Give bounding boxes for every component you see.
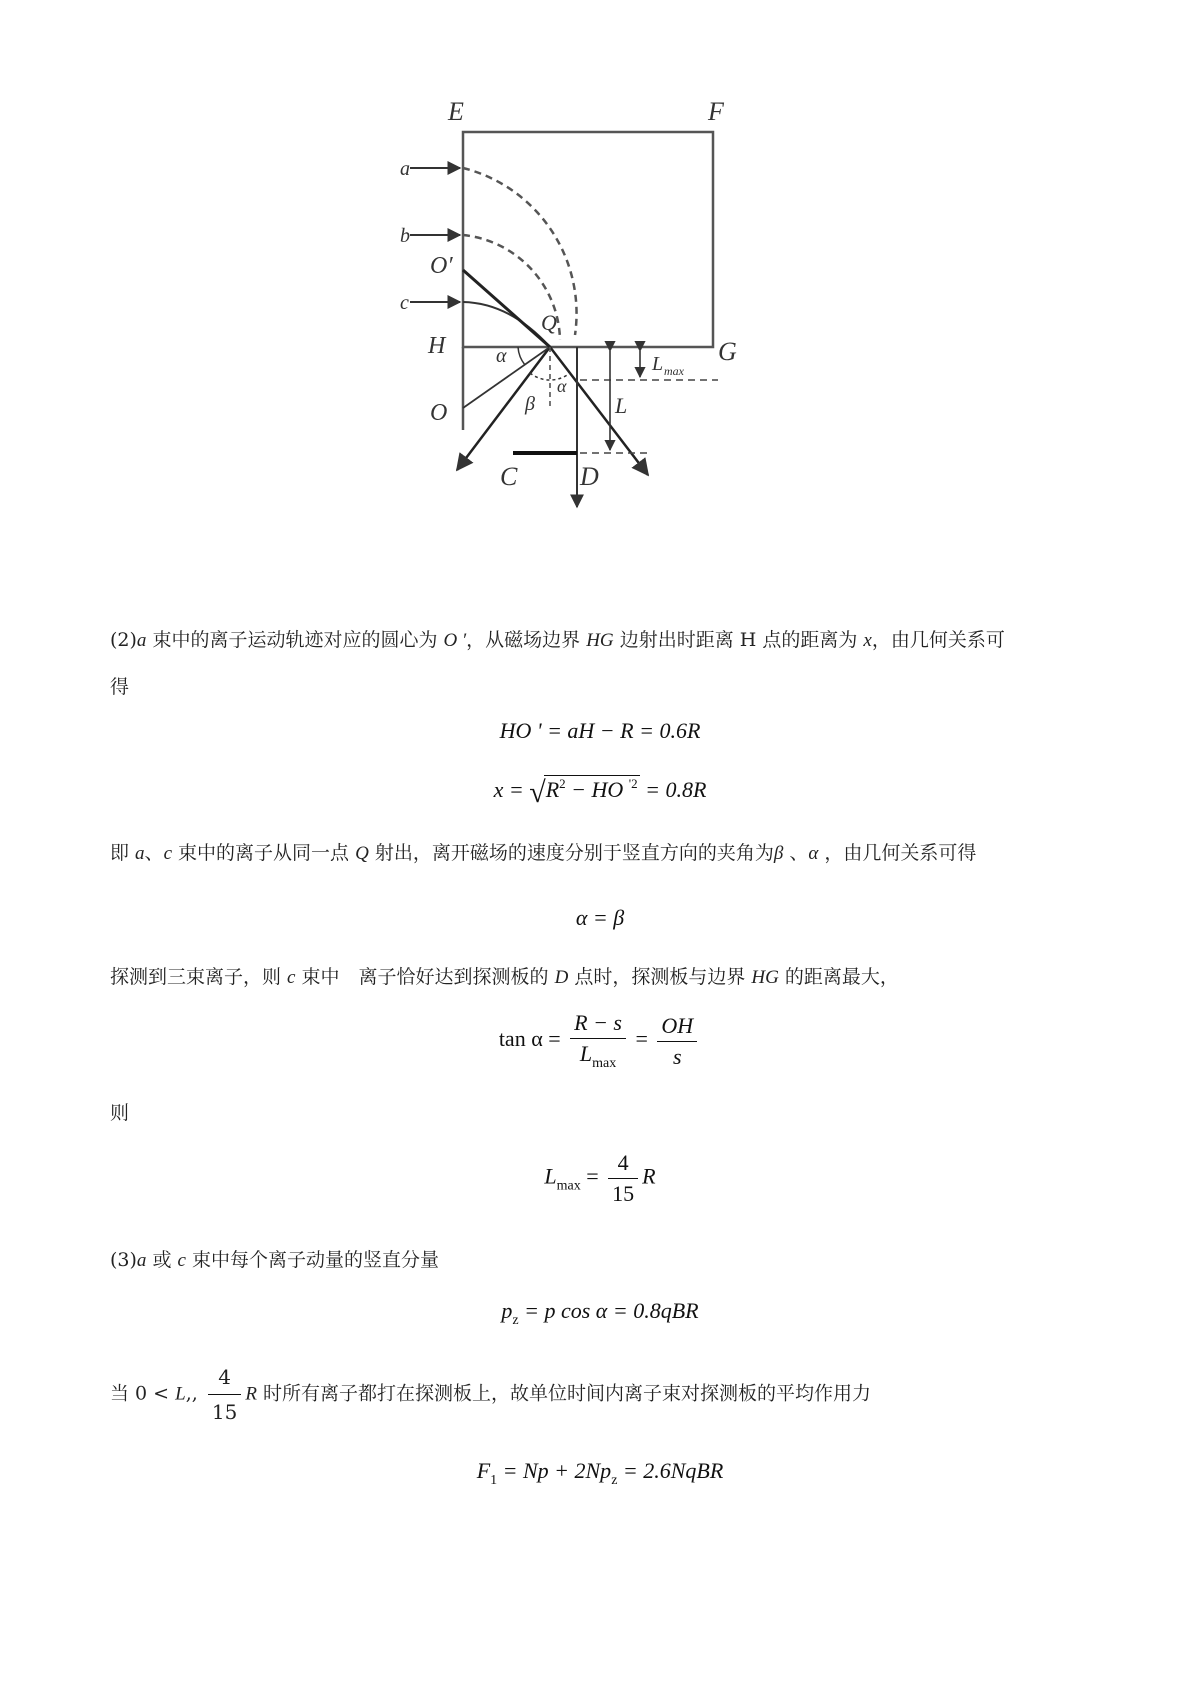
field-boundary	[463, 132, 713, 347]
radius-line	[463, 270, 550, 347]
label-C: C	[500, 462, 518, 491]
paragraph-5: (3)a 或 c 束中每个离子动量的竖直分量	[110, 1249, 439, 1271]
paragraph-3: 探测到三束离子，则 c 束中 离子恰好达到探测板的 D 点时，探测板与边界 HG 的距离最大，	[110, 966, 899, 988]
label-a: a	[400, 158, 410, 180]
paragraph-2: 即 a、c 束中的离子从同一点 Q 射出，离开磁场的速度分别于竖直方向的夹角为β 、α ，由几何关系可得	[110, 842, 977, 864]
equation-2: $x = √R^2$ − HO $^{'2}$ = 0.8R	[493, 776, 707, 809]
equation-7: $F_1 = Np + 2Np_z$ = 2.6NqBR	[476, 1458, 724, 1488]
label-F: F	[708, 97, 724, 126]
label-O-prime: O′	[430, 253, 453, 279]
label-O: O	[430, 400, 448, 426]
label-alpha-right: α	[557, 376, 567, 396]
equation-1: HO ' = aH − R = 0.6R	[499, 718, 701, 743]
equation-6: $p_z = p$ cos α = 0.8qBR	[501, 1298, 699, 1328]
paragraph-6: 当 0 < L,, $\frac{4}{15}$ R 时所有离子都打在探测板上，故单位时间内离子束对探测板的平均作用力	[110, 1362, 871, 1427]
label-Q: Q	[541, 310, 557, 335]
label-E: E	[448, 97, 464, 126]
paragraph-1: (2)a 束中的离子运动轨迹对应的圆心为 O ′，从磁场边界 HG 边射出时距离 H 点的距离为 x，由几何关系可	[110, 629, 1005, 651]
label-b: b	[400, 225, 410, 247]
label-Lmax-sub: max	[664, 364, 684, 378]
label-c: c	[400, 292, 409, 314]
label-L: L	[615, 393, 628, 418]
label-beta: β	[525, 393, 535, 415]
trajectory-a-arc	[463, 168, 577, 335]
equation-5: $L_{max}$ = $\frac{4}{15}$ R	[544, 1150, 656, 1206]
physics-diagram	[400, 95, 820, 565]
equation-4: tan α = $\frac{R - s}{L_{max}}$ = $\frac{OH}{s}$	[0, 1010, 1200, 1072]
alpha-arc-left	[518, 347, 525, 365]
equation-3: α = β	[575, 905, 625, 930]
label-H: H	[428, 333, 446, 359]
paragraph-4: 则	[110, 1102, 130, 1124]
label-alpha-left: α	[496, 345, 507, 367]
exit-ray-right	[550, 347, 648, 475]
label-D: D	[580, 462, 599, 491]
label-G: G	[718, 337, 737, 366]
paragraph-1-continued: 得	[110, 676, 130, 698]
label-Lmax: L	[652, 353, 664, 375]
